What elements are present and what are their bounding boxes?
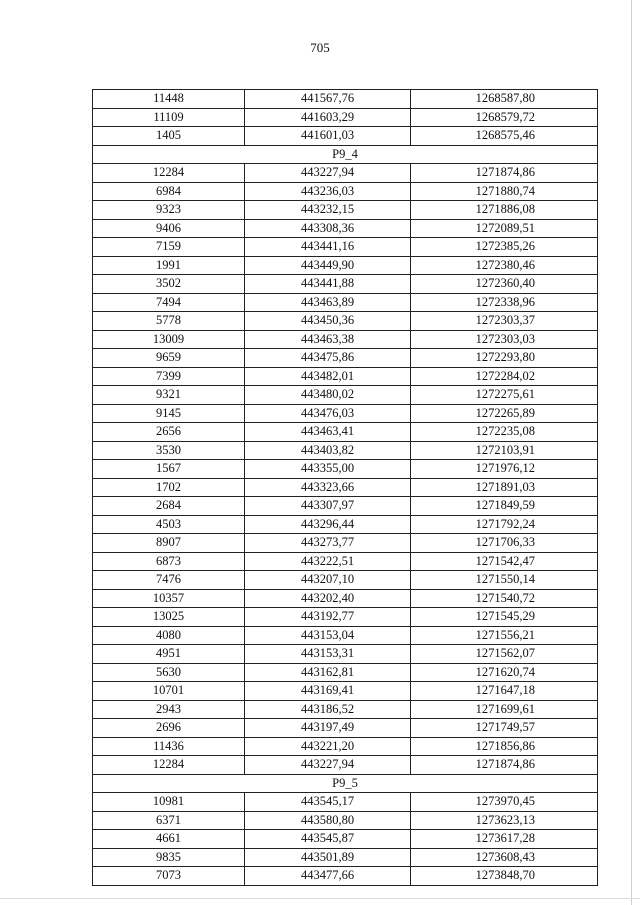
table-row	[93, 349, 598, 368]
x-coordinate-cell: 441601,03	[245, 127, 411, 146]
y-coordinate-cell: 1272360,40	[411, 275, 598, 294]
x-coordinate-cell: 443222,51	[245, 552, 411, 571]
y-coordinate-cell: 1273623,13	[411, 811, 598, 830]
x-coordinate-cell: 443449,90	[245, 256, 411, 275]
y-coordinate-cell: 1271550,14	[411, 571, 598, 590]
point-number-cell: 11436	[93, 737, 245, 756]
x-coordinate-cell: 443307,97	[245, 497, 411, 516]
x-coordinate-cell: 443482,01	[245, 367, 411, 386]
point-number-cell: 12284	[93, 756, 245, 775]
table-row	[93, 589, 598, 608]
y-coordinate-cell: 1272265,89	[411, 404, 598, 423]
y-coordinate-cell: 1271880,74	[411, 182, 598, 201]
y-coordinate-cell: 1271545,29	[411, 608, 598, 627]
y-coordinate-cell: 1271562,07	[411, 645, 598, 664]
x-coordinate-cell: 443186,52	[245, 700, 411, 719]
x-coordinate-cell: 443153,31	[245, 645, 411, 664]
table-row	[93, 293, 598, 312]
table-row	[93, 811, 598, 830]
point-number-cell: 4951	[93, 645, 245, 664]
y-coordinate-cell: 1271540,72	[411, 589, 598, 608]
point-number-cell: 1991	[93, 256, 245, 275]
x-coordinate-cell: 443308,36	[245, 219, 411, 238]
point-number-cell: 1405	[93, 127, 245, 146]
y-coordinate-cell: 1271556,21	[411, 626, 598, 645]
y-coordinate-cell: 1271542,47	[411, 552, 598, 571]
point-number-cell: 7494	[93, 293, 245, 312]
y-coordinate-cell: 1273608,43	[411, 848, 598, 867]
x-coordinate-cell: 443273,77	[245, 534, 411, 553]
point-number-cell: 1567	[93, 460, 245, 479]
point-number-cell: 9659	[93, 349, 245, 368]
y-coordinate-cell: 1273617,28	[411, 830, 598, 849]
point-number-cell: 9323	[93, 201, 245, 220]
table-row	[93, 645, 598, 664]
y-coordinate-cell: 1271699,61	[411, 700, 598, 719]
section-label: P9_5	[93, 774, 598, 793]
table-row	[93, 219, 598, 238]
x-coordinate-cell: 443192,77	[245, 608, 411, 627]
point-number-cell: 11448	[93, 90, 245, 109]
point-number-cell: 5630	[93, 663, 245, 682]
x-coordinate-cell: 443475,86	[245, 349, 411, 368]
y-coordinate-cell: 1271886,08	[411, 201, 598, 220]
x-coordinate-cell: 443197,49	[245, 719, 411, 738]
table-row	[93, 127, 598, 146]
x-coordinate-cell: 443162,81	[245, 663, 411, 682]
y-coordinate-cell: 1271620,74	[411, 663, 598, 682]
x-coordinate-cell: 443296,44	[245, 515, 411, 534]
point-number-cell: 11109	[93, 108, 245, 127]
table-row	[93, 182, 598, 201]
point-number-cell: 10981	[93, 793, 245, 812]
point-number-cell: 1702	[93, 478, 245, 497]
x-coordinate-cell: 443227,94	[245, 756, 411, 775]
coordinates-table-body	[93, 90, 598, 886]
table-row	[93, 275, 598, 294]
x-coordinate-cell: 443480,02	[245, 386, 411, 405]
section-label: P9_4	[93, 145, 598, 164]
point-number-cell: 12284	[93, 164, 245, 183]
y-coordinate-cell: 1271749,57	[411, 719, 598, 738]
table-row	[93, 90, 598, 109]
x-coordinate-cell: 443232,15	[245, 201, 411, 220]
point-number-cell: 10701	[93, 682, 245, 701]
point-number-cell: 9835	[93, 848, 245, 867]
x-coordinate-cell: 441603,29	[245, 108, 411, 127]
table-row	[93, 423, 598, 442]
table-row	[93, 367, 598, 386]
x-coordinate-cell: 443169,41	[245, 682, 411, 701]
point-number-cell: 10357	[93, 589, 245, 608]
y-coordinate-cell: 1272380,46	[411, 256, 598, 275]
point-number-cell: 9321	[93, 386, 245, 405]
point-number-cell: 2943	[93, 700, 245, 719]
table-row	[93, 737, 598, 756]
table-row	[93, 700, 598, 719]
x-coordinate-cell: 443545,17	[245, 793, 411, 812]
x-coordinate-cell: 443323,66	[245, 478, 411, 497]
y-coordinate-cell: 1271706,33	[411, 534, 598, 553]
table-row	[93, 201, 598, 220]
page-number: 705	[310, 40, 330, 55]
table-row	[93, 256, 598, 275]
x-coordinate-cell: 443202,40	[245, 589, 411, 608]
x-coordinate-cell: 443450,36	[245, 312, 411, 331]
table-row	[93, 663, 598, 682]
y-coordinate-cell: 1268587,80	[411, 90, 598, 109]
x-coordinate-cell: 443501,89	[245, 848, 411, 867]
y-coordinate-cell: 1271874,86	[411, 756, 598, 775]
section-header-row	[93, 145, 598, 164]
table-row	[93, 238, 598, 257]
x-coordinate-cell: 443463,89	[245, 293, 411, 312]
x-coordinate-cell: 443236,03	[245, 182, 411, 201]
table-row	[93, 460, 598, 479]
point-number-cell: 6984	[93, 182, 245, 201]
table-row	[93, 719, 598, 738]
y-coordinate-cell: 1271856,86	[411, 737, 598, 756]
x-coordinate-cell: 443477,66	[245, 867, 411, 886]
y-coordinate-cell: 1272303,03	[411, 330, 598, 349]
table-row	[93, 608, 598, 627]
table-row	[93, 312, 598, 331]
x-coordinate-cell: 443463,41	[245, 423, 411, 442]
x-coordinate-cell: 443441,16	[245, 238, 411, 257]
point-number-cell: 2656	[93, 423, 245, 442]
point-number-cell: 8907	[93, 534, 245, 553]
x-coordinate-cell: 443153,04	[245, 626, 411, 645]
table-row	[93, 478, 598, 497]
y-coordinate-cell: 1271891,03	[411, 478, 598, 497]
x-coordinate-cell: 443463,38	[245, 330, 411, 349]
table-row	[93, 682, 598, 701]
table-row	[93, 534, 598, 553]
y-coordinate-cell: 1268575,46	[411, 127, 598, 146]
y-coordinate-cell: 1271647,18	[411, 682, 598, 701]
scan-footer-line	[0, 898, 640, 899]
point-number-cell: 7159	[93, 238, 245, 257]
x-coordinate-cell: 443227,94	[245, 164, 411, 183]
x-coordinate-cell: 443476,03	[245, 404, 411, 423]
point-number-cell: 4080	[93, 626, 245, 645]
x-coordinate-cell: 443207,10	[245, 571, 411, 590]
x-coordinate-cell: 441567,76	[245, 90, 411, 109]
table-row	[93, 552, 598, 571]
y-coordinate-cell: 1272303,37	[411, 312, 598, 331]
table-row	[93, 793, 598, 812]
x-coordinate-cell: 443580,80	[245, 811, 411, 830]
y-coordinate-cell: 1271792,24	[411, 515, 598, 534]
table-row	[93, 164, 598, 183]
point-number-cell: 2684	[93, 497, 245, 516]
y-coordinate-cell: 1272338,96	[411, 293, 598, 312]
table-row	[93, 756, 598, 775]
point-number-cell: 4503	[93, 515, 245, 534]
point-number-cell: 13009	[93, 330, 245, 349]
table-row	[93, 867, 598, 886]
point-number-cell: 7073	[93, 867, 245, 886]
table-row	[93, 830, 598, 849]
x-coordinate-cell: 443441,88	[245, 275, 411, 294]
table-row	[93, 108, 598, 127]
y-coordinate-cell: 1273970,45	[411, 793, 598, 812]
table-row	[93, 330, 598, 349]
table-row	[93, 571, 598, 590]
point-number-cell: 7399	[93, 367, 245, 386]
y-coordinate-cell: 1271976,12	[411, 460, 598, 479]
x-coordinate-cell: 443545,87	[245, 830, 411, 849]
coordinates-table	[92, 89, 598, 886]
point-number-cell: 4661	[93, 830, 245, 849]
point-number-cell: 7476	[93, 571, 245, 590]
point-number-cell: 2696	[93, 719, 245, 738]
y-coordinate-cell: 1271874,86	[411, 164, 598, 183]
x-coordinate-cell: 443221,20	[245, 737, 411, 756]
point-number-cell: 5778	[93, 312, 245, 331]
x-coordinate-cell: 443355,00	[245, 460, 411, 479]
point-number-cell: 3502	[93, 275, 245, 294]
point-number-cell: 6371	[93, 811, 245, 830]
y-coordinate-cell: 1272235,08	[411, 423, 598, 442]
table-row	[93, 404, 598, 423]
y-coordinate-cell: 1273848,70	[411, 867, 598, 886]
y-coordinate-cell: 1272275,61	[411, 386, 598, 405]
y-coordinate-cell: 1272293,80	[411, 349, 598, 368]
table-row	[93, 441, 598, 460]
table-row	[93, 515, 598, 534]
y-coordinate-cell: 1268579,72	[411, 108, 598, 127]
point-number-cell: 9145	[93, 404, 245, 423]
x-coordinate-cell: 443403,82	[245, 441, 411, 460]
point-number-cell: 13025	[93, 608, 245, 627]
table-row	[93, 386, 598, 405]
table-row	[93, 848, 598, 867]
section-header-row	[93, 774, 598, 793]
y-coordinate-cell: 1271849,59	[411, 497, 598, 516]
table-row	[93, 497, 598, 516]
y-coordinate-cell: 1272284,02	[411, 367, 598, 386]
scan-edge-line	[631, 0, 632, 905]
table-row	[93, 626, 598, 645]
y-coordinate-cell: 1272385,26	[411, 238, 598, 257]
y-coordinate-cell: 1272089,51	[411, 219, 598, 238]
point-number-cell: 9406	[93, 219, 245, 238]
point-number-cell: 6873	[93, 552, 245, 571]
point-number-cell: 3530	[93, 441, 245, 460]
y-coordinate-cell: 1272103,91	[411, 441, 598, 460]
